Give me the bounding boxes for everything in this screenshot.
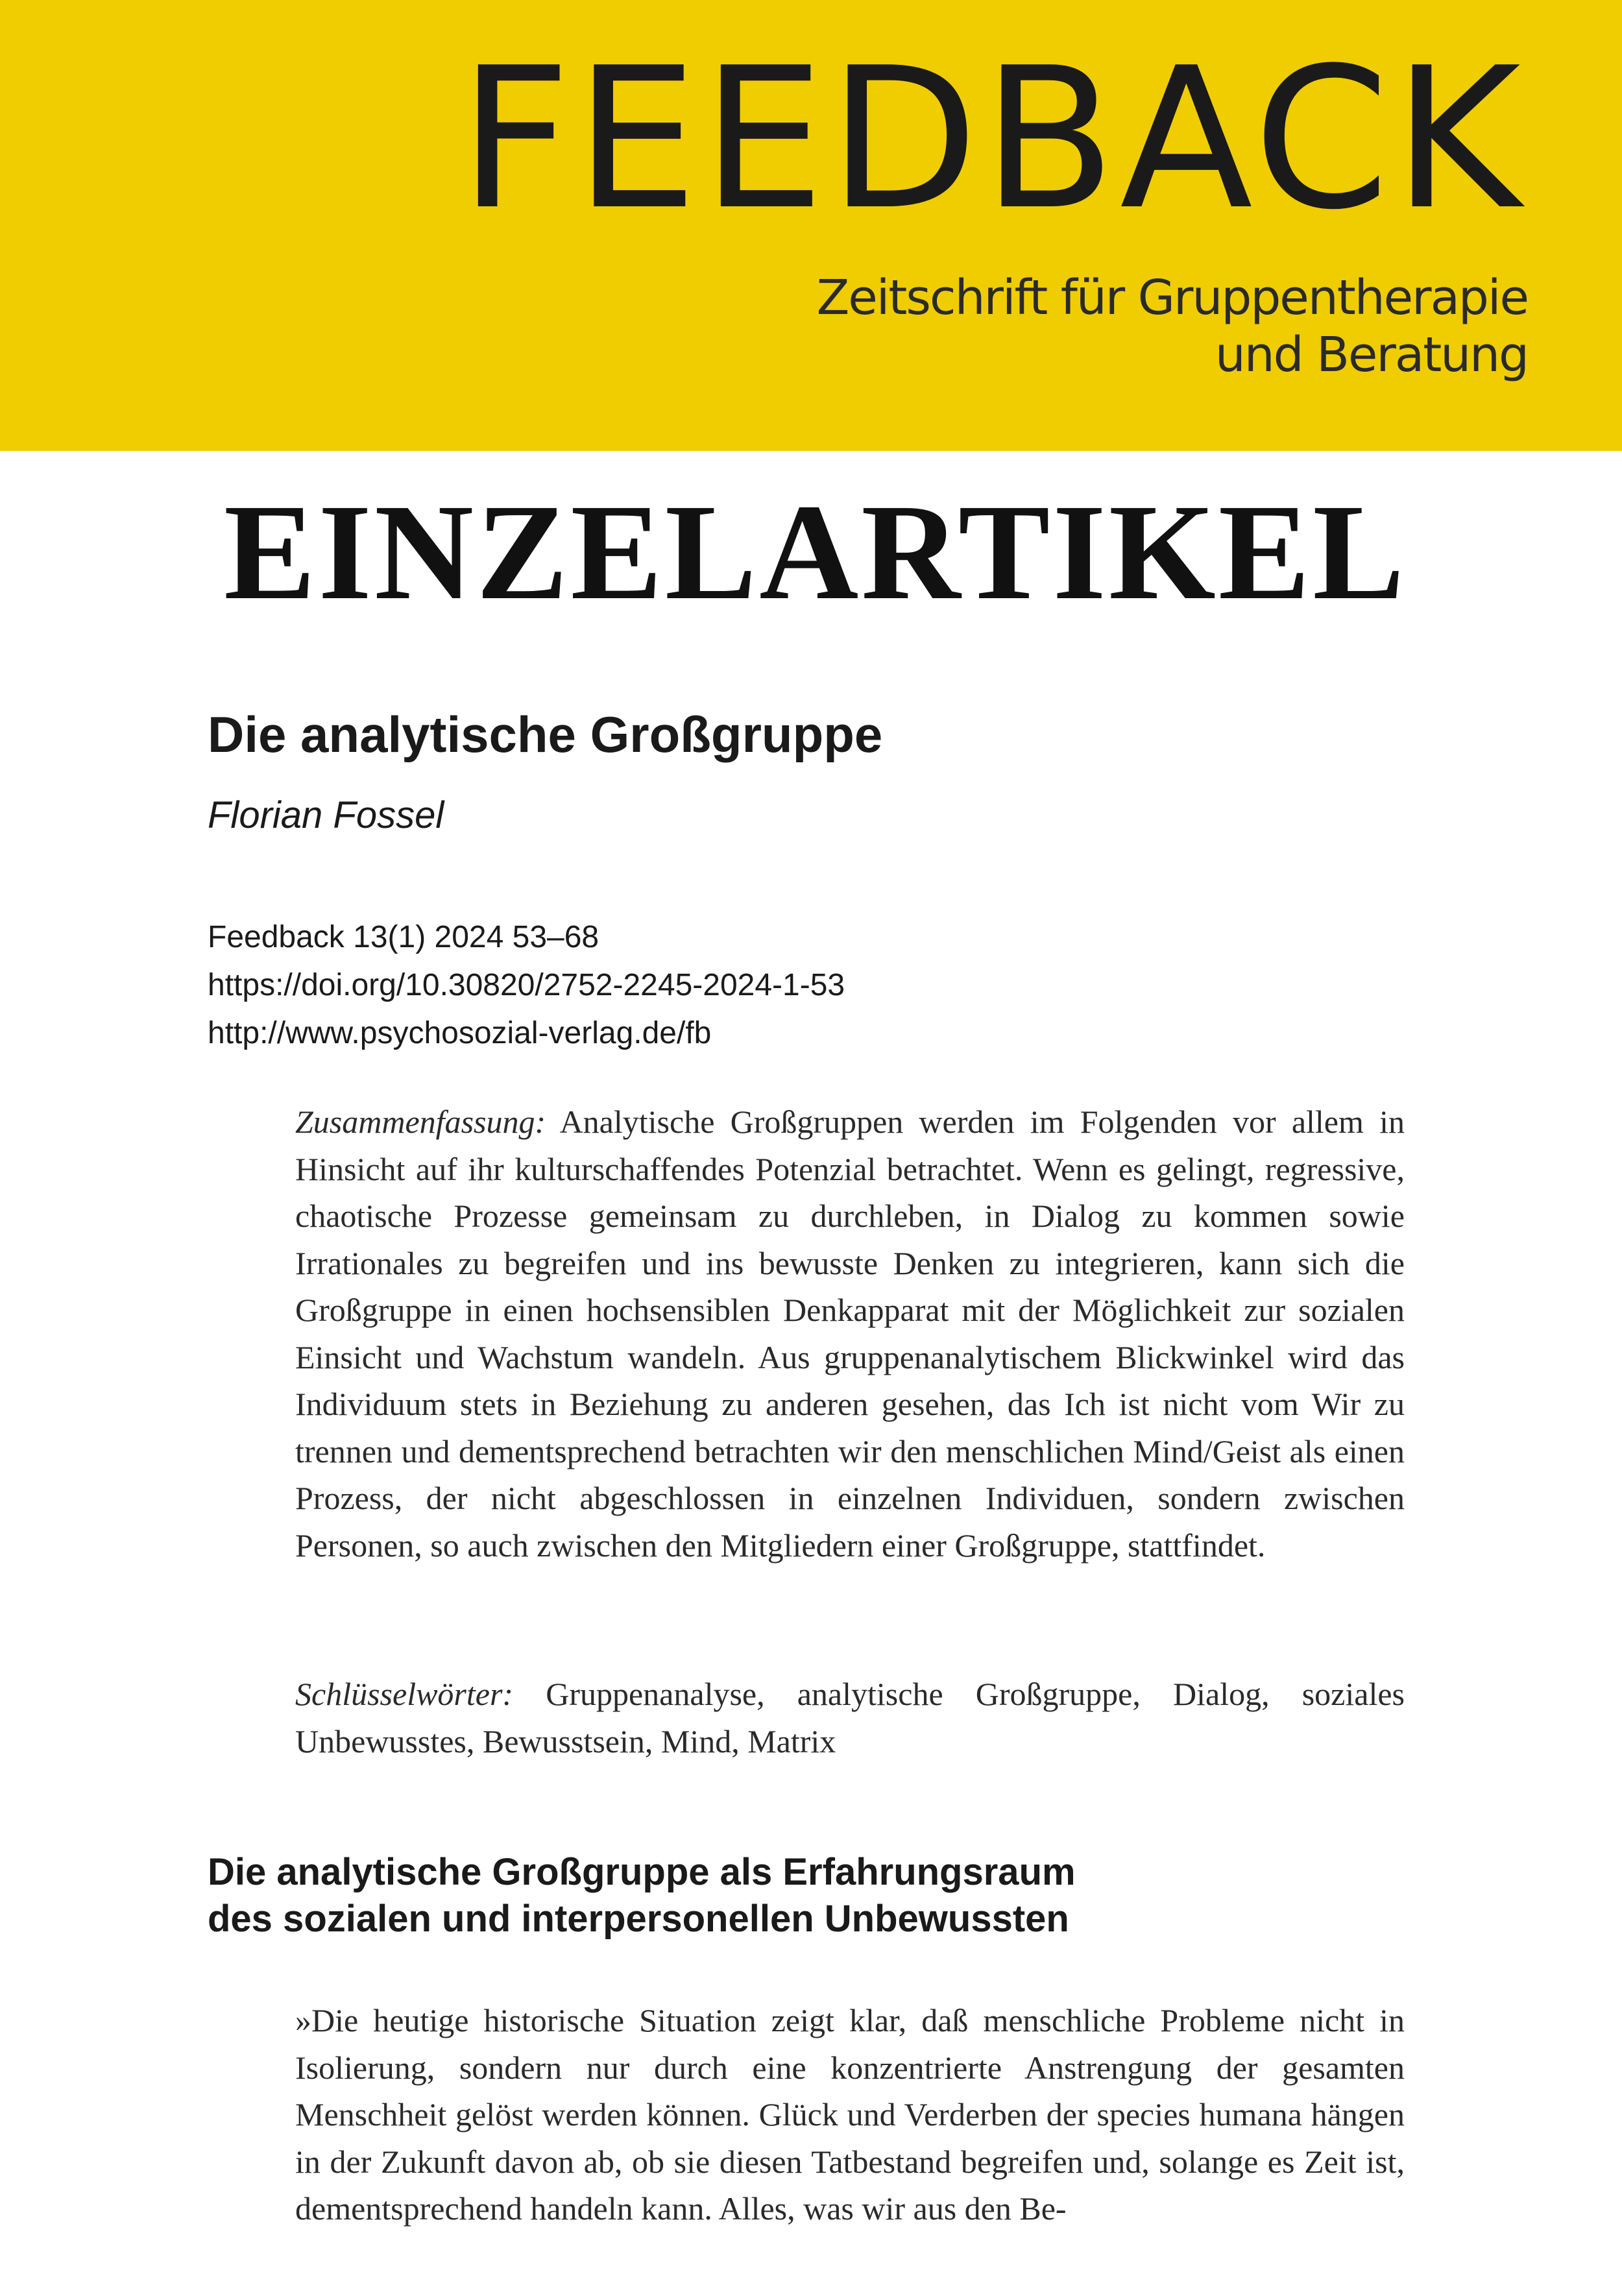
abstract-text: Analytische Großgruppen werden im Folgenden vor allem in Hinsicht auf ihr kulturschaffendes Potenzial betrachtet. Wenn es gelingt, regressive, chaotische Prozesse gemeinsam zu durchleben, in Dialog zu kommen sowie Irrationales zu begreifen und ins bewusste Denken zu integrieren, kann sich die Großgruppe in einen hochsensiblen Denkapparat mit der Möglichkeit zur sozialen Einsicht und Wachstum wandeln. Aus gruppenanalytischem Blickwinkel wird das Individuum stets in Beziehung zu anderen gesehen, das Ich ist nicht vom Wir zu trennen und dementsprechend betrachten wir den menschlichen Mind/Geist als einen Prozess, der nicht abgeschlossen in einzelnen Individuen, sondern zwischen Personen, so auch zwischen den Mitgliedern einer Großgruppe, stattfindet.	[295, 1104, 1405, 1564]
section-heading-line1: Die analytische Großgruppe als Erfahrungsraum	[208, 1851, 1076, 1893]
journal-subtitle	[555, 269, 1528, 383]
journal-subtitle-line1: Zeitschrift für Gruppentherapie	[816, 270, 1528, 326]
citation: Feedback 13(1) 2024 53–68	[208, 920, 599, 954]
section-heading-line2: des sozialen und interpersonellen Unbewussten	[208, 1898, 1069, 1940]
abstract	[295, 1098, 1405, 1569]
keywords-text: Gruppenanalyse, analytische Großgruppe, Dialog, soziales Unbewusstes, Bewusstsein, Mind, Matrix	[295, 1676, 1405, 1759]
journal-name: FEEDBACK	[459, 26, 1525, 252]
journal-subtitle-line2: und Beratung	[1215, 327, 1528, 383]
article-title: Die analytische Großgruppe	[208, 706, 883, 763]
journal-banner	[0, 0, 1622, 451]
website-link[interactable]: http://www.psychosozial-verlag.de/fb	[208, 1016, 712, 1050]
keywords-label: Schlüsselwörter:	[295, 1676, 514, 1712]
article-type-heading: EINZELARTIKEL	[224, 476, 1407, 628]
opening-quote: »Die heutige historische Situation zeigt klar, daß menschliche Probleme nicht in Isolierung, sondern nur durch eine konzentrierte Anstrengung der gesamten Menschheit gelöst werden können. Glück und Verderben der species humana hängen in der Zukunft davon ab, ob sie diesen Tatbestand begreifen und, solange es Zeit ist, dementsprechend handeln kann. Alles, was wir aus den Be-	[295, 2002, 1405, 2227]
keywords	[295, 1671, 1405, 1765]
doi-link[interactable]: https://doi.org/10.30820/2752-2245-2024-1-53	[208, 968, 845, 1002]
abstract-label: Zusammenfassung:	[295, 1104, 546, 1140]
section-heading	[208, 1849, 1375, 1942]
article-metadata	[208, 913, 845, 1057]
article-author: Florian Fossel	[208, 794, 444, 836]
